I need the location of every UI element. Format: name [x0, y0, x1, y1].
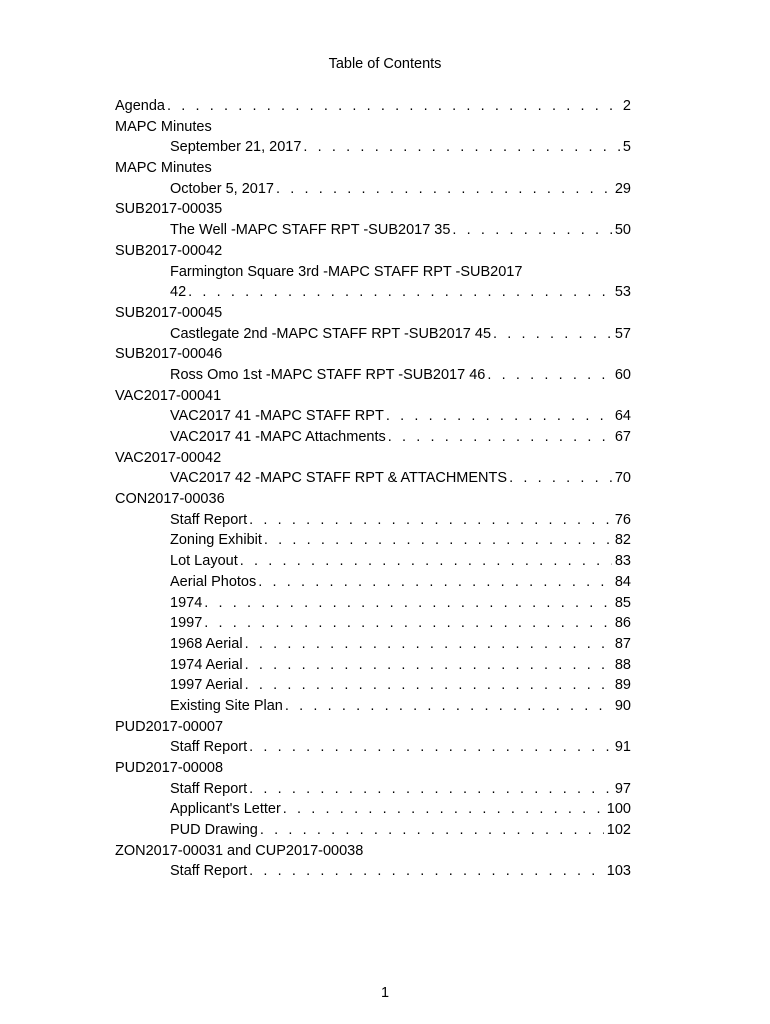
toc-entry-label: The Well -MAPC STAFF RPT -SUB2017 35 [170, 222, 451, 239]
toc-entry-label: Existing Site Plan [170, 697, 283, 714]
toc-entry[interactable] [115, 799, 631, 820]
toc-entry-page: 89 [614, 677, 631, 694]
toc-entry-page: 84 [614, 573, 631, 590]
toc-entry-page: 102 [606, 822, 631, 839]
toc-entry-page: 88 [614, 656, 631, 673]
dot-leader [249, 861, 604, 882]
dot-leader [249, 510, 612, 531]
toc-entry-label: Staff Report [170, 739, 248, 756]
toc-entry-page: 87 [614, 635, 631, 652]
dot-leader [493, 324, 612, 345]
toc-entry-page: 53 [614, 284, 631, 301]
toc-entry-page: 70 [614, 470, 631, 487]
dot-leader [240, 551, 612, 572]
toc-entry[interactable] [115, 324, 631, 345]
toc-entry-label: October 5, 2017 [170, 180, 274, 197]
dot-leader [204, 593, 612, 614]
toc-entry-label: September 21, 2017 [170, 139, 302, 156]
toc-entry-label: Staff Report [170, 780, 248, 797]
dot-leader [487, 365, 612, 386]
table-of-contents [115, 96, 631, 882]
toc-entry-label: Staff Report [170, 511, 248, 528]
toc-section-heading: CON2017-00036 [115, 491, 225, 508]
toc-section-heading: ZON2017-00031 and CUP2017-00038 [115, 842, 364, 859]
toc-entry[interactable] [115, 779, 631, 800]
toc-entry-label: Lot Layout [170, 553, 238, 570]
toc-entry-label: Ross Omo 1st -MAPC STAFF RPT -SUB2017 46 [170, 366, 486, 383]
toc-section-heading: SUB2017-00035 [115, 201, 223, 218]
toc-entry-page: 76 [614, 511, 631, 528]
dot-leader [204, 613, 612, 634]
toc-entry-page: 97 [614, 780, 631, 797]
toc-entry-page: 82 [614, 532, 631, 549]
toc-section-heading: VAC2017-00042 [115, 449, 222, 466]
toc-entry-label: 1974 Aerial [170, 656, 243, 673]
dot-leader [285, 696, 612, 717]
toc-entry-page: 86 [614, 615, 631, 632]
toc-entry-label-line[interactable]: Farmington Square 3rd -MAPC STAFF RPT -SUB2017 [170, 263, 523, 280]
toc-entry[interactable] [115, 96, 631, 117]
toc-section-heading: PUD2017-00008 [115, 760, 224, 776]
toc-section-heading: SUB2017-00042 [115, 242, 223, 259]
toc-section-heading: SUB2017-00045 [115, 304, 223, 321]
toc-section-heading: MAPC Minutes [115, 118, 212, 135]
toc-entry[interactable] [115, 696, 631, 717]
toc-entry-page: 100 [606, 801, 631, 818]
toc-entry-page: 2 [622, 98, 631, 114]
toc-entry-label: 42 [170, 284, 187, 301]
dot-leader [245, 634, 612, 655]
toc-entry-page: 50 [614, 222, 631, 239]
toc-entry[interactable] [115, 655, 631, 676]
dot-leader [249, 737, 612, 758]
toc-entry-label: 1974 [170, 594, 203, 611]
toc-entry[interactable] [115, 510, 631, 531]
toc-entry-label: PUD Drawing [170, 822, 258, 839]
dot-leader [245, 675, 612, 696]
toc-entry[interactable] [115, 365, 631, 386]
toc-entry-page: 91 [614, 739, 631, 756]
toc-entry-label: Zoning Exhibit [170, 532, 262, 549]
dot-leader [167, 96, 620, 117]
toc-entry-label: Castlegate 2nd -MAPC STAFF RPT -SUB2017 45 [170, 325, 492, 342]
toc-entry-page: 83 [614, 553, 631, 570]
toc-entry[interactable] [115, 282, 631, 303]
toc-entry-label: Agenda [115, 98, 165, 114]
toc-entry[interactable] [115, 820, 631, 841]
page-title: Table of Contents [328, 56, 442, 72]
dot-leader [283, 799, 604, 820]
dot-leader [386, 406, 612, 427]
toc-entry[interactable] [115, 137, 631, 158]
toc-section-heading: VAC2017-00041 [115, 387, 222, 404]
toc-entry-label: 1968 Aerial [170, 635, 243, 652]
toc-entry[interactable] [115, 675, 631, 696]
toc-entry-page: 85 [614, 594, 631, 611]
dot-leader [245, 655, 612, 676]
dot-leader [452, 220, 611, 241]
toc-section-heading: SUB2017-00046 [115, 346, 223, 363]
toc-section-heading: PUD2017-00007 [115, 718, 224, 735]
toc-entry[interactable] [115, 468, 631, 489]
toc-entry-label: 1997 [170, 615, 203, 632]
toc-entry[interactable] [115, 530, 631, 551]
toc-entry[interactable] [115, 572, 631, 593]
toc-entry-page: 5 [622, 139, 631, 156]
dot-leader [258, 572, 612, 593]
toc-entry-page: 90 [614, 697, 631, 714]
toc-entry-label: Applicant's Letter [170, 801, 281, 818]
toc-entry-page: 29 [614, 180, 631, 197]
toc-entry-label: VAC2017 41 -MAPC STAFF RPT [170, 408, 384, 425]
toc-entry[interactable] [115, 220, 631, 241]
dot-leader [260, 820, 604, 841]
dot-leader [276, 179, 612, 200]
toc-entry-page: 64 [614, 408, 631, 425]
toc-entry[interactable] [115, 406, 631, 427]
toc-entry[interactable] [115, 179, 631, 200]
toc-entry[interactable] [115, 861, 631, 882]
toc-entry[interactable] [115, 427, 631, 448]
toc-section-heading: MAPC Minutes [115, 160, 212, 177]
toc-entry[interactable] [115, 634, 631, 655]
dot-leader [388, 427, 612, 448]
toc-entry[interactable] [115, 737, 631, 758]
toc-entry-label: VAC2017 42 -MAPC STAFF RPT & ATTACHMENTS [170, 470, 508, 487]
dot-leader [264, 530, 612, 551]
toc-entry-label: 1997 Aerial [170, 677, 243, 694]
toc-entry-page: 57 [614, 325, 631, 342]
toc-entry-page: 67 [614, 429, 631, 445]
dot-leader [188, 282, 612, 303]
dot-leader [509, 468, 612, 489]
toc-entry[interactable] [115, 593, 631, 614]
toc-entry[interactable] [115, 613, 631, 634]
toc-entry[interactable] [115, 551, 631, 572]
toc-entry-label: Aerial Photos [170, 573, 257, 590]
toc-entry-label: VAC2017 41 -MAPC Attachments [170, 429, 386, 445]
toc-entry-page: 103 [606, 863, 631, 880]
toc-entry-page: 60 [614, 366, 631, 383]
dot-leader [249, 779, 612, 800]
toc-entry-label: Staff Report [170, 863, 248, 880]
page-number: 1 [380, 985, 390, 1001]
dot-leader [303, 137, 620, 158]
